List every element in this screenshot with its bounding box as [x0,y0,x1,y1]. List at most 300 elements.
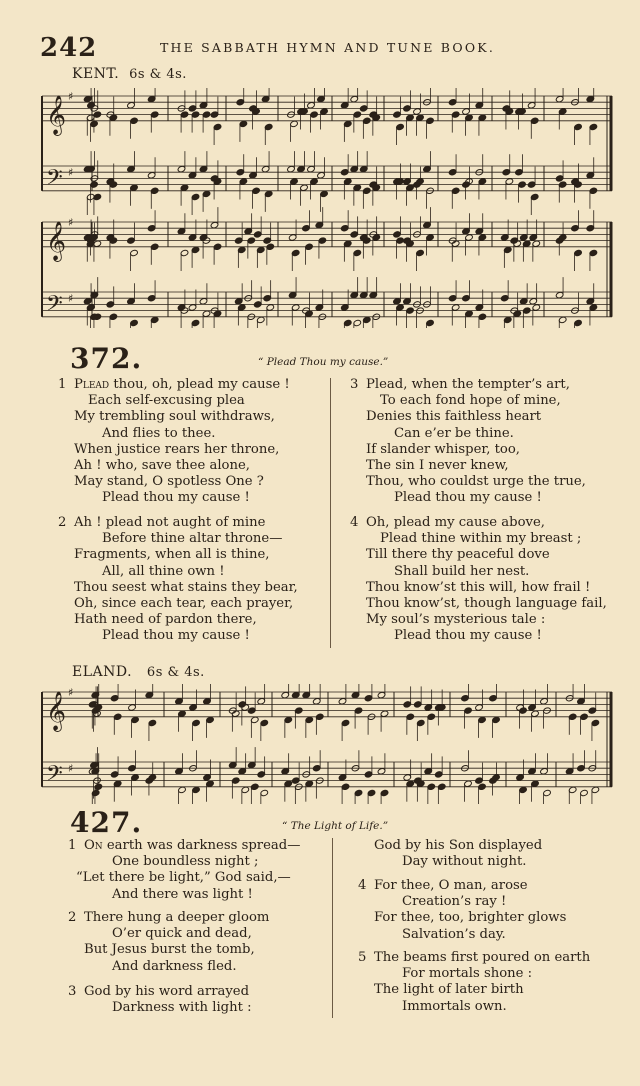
tune-meter: 6s & 4s. [146,665,205,680]
note-head [478,114,487,121]
column-divider [330,378,331,648]
note-head [150,243,159,250]
note-head [380,710,389,717]
note-head [206,716,215,723]
note-head [213,123,222,130]
note-head [127,102,136,109]
note-head [515,169,524,176]
note-head [505,178,514,185]
note-head [203,774,212,781]
note-head [150,111,159,118]
note-head [175,698,184,705]
note-head [528,704,537,711]
note-head [350,165,359,172]
note-head [364,695,373,702]
bass-clef: 𝄢 [46,165,63,196]
note-head [343,319,352,326]
stanza-number: 2 [58,515,67,530]
note-head [147,225,156,232]
stanza-line: Till there thy peaceful dove [366,547,550,563]
note-head [406,114,415,121]
note-head [426,319,435,326]
stanza-line: For thee, too, brighter glows [374,910,567,926]
note-head [90,120,99,127]
note-head [353,111,362,118]
note-head [500,295,509,302]
note-head [312,765,321,772]
note-head [202,190,211,197]
note-head [148,774,157,781]
note-head [192,786,201,793]
note-head [475,304,484,311]
note-head [478,313,487,320]
note-head [302,691,311,698]
stanza-427-5 [358,950,591,1015]
note-head [291,777,300,784]
note-head [478,178,487,185]
note-head [266,243,275,250]
stanza-line: Plead thou my cause ! [102,490,250,506]
eland-music-score [36,684,616,804]
note-head [343,120,352,127]
note-head [462,228,471,235]
stanza-first-word: Plead [74,377,110,392]
note-head [518,181,527,188]
note-head [353,249,362,256]
note-head [591,719,600,726]
note-head [291,249,300,256]
note-head [393,111,402,118]
note-head [188,304,197,311]
stanza-line: earth was darkness spread— [102,838,301,853]
key-signature-sharp: ♯ [68,762,74,775]
note-head [260,719,269,726]
note-head [250,716,259,723]
note-head [540,698,549,705]
note-head [568,713,577,720]
stanza-number: 1 [58,377,67,392]
note-head [252,187,261,194]
note-head [247,237,256,244]
note-head [110,695,119,702]
stanza-line: “Let there be light,” God said,— [76,870,291,886]
note-head [350,95,359,102]
running-title: THE SABBATH HYMN AND TUNE BOOK. [160,40,496,55]
note-head [288,291,297,298]
stanza-line: thou, oh, plead my cause ! [109,377,290,392]
note-head [241,786,250,793]
note-head [558,108,567,115]
note-head [189,704,198,711]
note-head [359,291,368,298]
hymn-number-372: 372. [70,342,143,375]
note-head [177,165,186,172]
note-head [312,698,321,705]
note-head [340,102,349,109]
stanza-line: God by his word arrayed [84,984,250,999]
note-head [359,105,368,112]
note-head [531,780,540,787]
note-head [416,719,425,726]
treble-clef: 𝄞 [46,220,67,261]
note-head [362,187,371,194]
note-head [236,99,245,106]
note-head [589,249,598,256]
note-head [350,291,359,298]
note-head [83,298,92,305]
stanza-line: Oh, since each tear, each prayer, [74,596,294,612]
note-head [416,114,425,121]
note-head [206,780,215,787]
hymn-number-427: 427. [70,806,143,839]
note-head [516,774,525,781]
note-head [406,780,415,787]
note-head [180,249,189,256]
note-head [543,789,552,796]
note-head [340,225,349,232]
note-head [113,780,122,787]
stanza-number: 3 [68,984,77,999]
stanza-372-1 [58,377,290,507]
note-head [250,783,259,790]
note-head [586,172,595,179]
treble-clef: 𝄞 [46,690,67,731]
stanza-line: One boundless night ; [112,854,259,870]
stanza-number: 5 [358,950,367,965]
note-head [131,716,140,723]
note-head [558,234,567,241]
note-head [253,301,262,308]
note-head [290,120,299,127]
tune-title-kent [72,66,187,82]
note-head [416,178,425,185]
stanza-line: But Jesus burst the tomb, [84,942,255,958]
note-head [305,310,314,317]
note-head [451,111,460,118]
note-head [239,120,248,127]
bass-clef: 𝄢 [46,291,63,322]
note-head [589,123,598,130]
note-head [568,786,577,793]
note-head [465,310,474,317]
note-head [210,221,219,228]
note-head [297,165,306,172]
hymn-epigraph-427: “ The Light of Life.” [282,820,389,832]
note-head [586,95,595,102]
stanza-line: The sin I never knew, [366,458,509,474]
note-head [291,304,300,311]
stanza-427-1 [68,838,301,903]
stanza-line: My soul’s mysterious tale : [366,612,546,628]
stanza-line: Plead, when the tempter’s art, [366,377,570,392]
note-head [340,169,349,176]
stanza-line: When justice rears her throne, [74,441,280,457]
note-head [341,719,350,726]
note-head [202,111,211,118]
stanza-line: Hath need of pardon there, [74,612,257,628]
note-head [465,234,474,241]
note-head [131,774,140,781]
note-head [393,231,402,238]
tune-title-eland [72,664,205,680]
note-head [261,95,270,102]
note-head [284,716,293,723]
note-head [464,707,473,714]
note-head [424,704,433,711]
note-head [284,780,293,787]
note-head [128,704,137,711]
note-head [264,123,273,130]
stanza-line: Day without night. [402,854,527,870]
note-head [362,316,371,323]
note-head [362,117,371,124]
note-head [448,295,457,302]
note-head [318,237,327,244]
note-head [191,319,200,326]
key-signature-sharp: ♯ [68,90,74,103]
stanza-line: There hung a deeper gloom [84,910,270,925]
note-head [413,701,422,708]
note-head [478,234,487,241]
note-head [434,771,443,778]
note-head [451,187,460,194]
stanza-line: Plead thou my cause ! [394,490,542,506]
page-number: 242 [40,33,98,63]
note-head [519,707,528,714]
note-head [264,190,273,197]
note-head [210,111,219,118]
stanza-number: 1 [68,838,77,853]
note-head [586,225,595,232]
note-head [403,774,412,781]
note-head [574,249,583,256]
note-head [353,319,362,326]
note-head [591,786,600,793]
note-head [403,701,412,708]
note-head [175,768,184,775]
note-head [148,719,157,726]
note-head [147,295,156,302]
note-head [427,713,436,720]
note-head [94,783,103,790]
note-head [266,304,275,311]
stanza-line: Creation’s ray ! [402,894,507,910]
note-head [503,316,512,323]
note-head [317,172,326,179]
note-head [475,777,484,784]
note-head [367,789,376,796]
note-head [489,695,498,702]
stanza-line: Plead thou my cause ! [102,628,250,644]
note-head [90,761,99,768]
stanza-427-3-continued [374,838,542,870]
note-head [180,184,189,191]
note-head [423,165,432,172]
note-head [396,304,405,311]
note-head [353,184,362,191]
note-head [369,291,378,298]
note-head [177,228,186,235]
note-head [188,172,197,179]
note-head [257,771,266,778]
note-head [522,240,531,247]
tune-meter: 6s & 4s. [129,67,187,82]
note-head [416,249,425,256]
stanza-372-3 [350,377,586,507]
stanza-line: Darkness with light : [112,1000,252,1016]
note-head [354,789,363,796]
note-head [150,187,159,194]
note-head [199,298,208,305]
note-head [338,774,347,781]
note-head [213,310,222,317]
note-head [565,768,574,775]
note-head [315,221,324,228]
note-head [109,114,118,121]
note-head [478,716,487,723]
stanza-line: My trembling soul withdraws, [74,409,275,425]
note-head [106,301,115,308]
note-head [359,165,368,172]
stanza-number: 4 [350,515,359,530]
note-head [191,246,200,253]
note-head [406,307,415,314]
note-head [396,123,405,130]
note-head [291,691,300,698]
note-head [531,710,540,717]
note-head [519,298,528,305]
note-head [147,95,156,102]
stanza-line: Plead thou my cause ! [394,628,542,644]
note-head [320,190,329,197]
stanza-number: 3 [350,377,359,392]
note-head [263,295,272,302]
note-head [127,165,136,172]
stanza-line: Shall build her nest. [394,563,530,579]
note-head [340,304,349,311]
note-head [307,102,316,109]
stanza-line: God by his Son displayed [374,838,543,853]
note-head [462,108,471,115]
note-head [461,695,470,702]
note-head [261,165,270,172]
note-head [191,111,200,118]
note-head [475,102,484,109]
note-head [341,783,350,790]
stanza-line: And flies to thee. [102,425,216,441]
tune-name: ELAND. [72,664,133,680]
note-head [310,111,319,118]
bass-clef: 𝄢 [46,761,63,792]
stanza-line: Ah ! plead not aught of mine [74,515,266,530]
note-head [475,704,484,711]
stanza-number: 2 [68,910,77,925]
note-head [83,95,92,102]
note-head [426,234,435,241]
note-head [113,713,122,720]
stanza-427-4 [358,878,567,943]
note-head [527,181,536,188]
note-head [465,114,474,121]
note-head [257,698,266,705]
note-head [448,169,457,176]
note-head [555,95,564,102]
note-head [462,295,471,302]
key-signature-sharp: ♯ [68,686,74,699]
hymn-epigraph-372: “ Plead Thou my cause.” [258,356,389,368]
note-head [90,181,99,188]
note-head [228,761,237,768]
note-head [256,316,265,323]
note-head [199,165,208,172]
note-head [558,316,567,323]
stanza-line: And darkness fled. [112,958,237,974]
note-head [351,691,360,698]
note-head [403,298,412,305]
note-head [393,298,402,305]
note-head [372,234,381,241]
stanza-line: Salvation’s day. [402,926,506,942]
note-head [350,231,359,238]
note-head [91,789,100,796]
treble-clef: 𝄞 [46,94,67,135]
note-head [380,789,389,796]
key-signature-sharp: ♯ [68,292,74,305]
stanza-line: Before thine altar throne— [102,531,283,547]
note-head [128,765,137,772]
note-head [519,786,528,793]
note-head [260,789,269,796]
note-head [236,169,245,176]
note-head [130,117,139,124]
note-head [558,181,567,188]
note-head [188,105,197,112]
note-head [237,246,246,253]
note-head [451,304,460,311]
stanza-line: And there was light ! [112,886,253,902]
note-head [413,108,422,115]
note-head [203,698,212,705]
note-head [555,175,564,182]
note-head [191,193,200,200]
stanza-line: Thou, who couldst urge the true, [366,474,586,490]
stanza-first-word: On [84,838,103,853]
note-head [281,691,290,698]
note-head [527,102,536,109]
note-head [145,691,154,698]
kent-music-score [36,88,616,328]
stanza-427-3 [68,984,252,1016]
stanza-line: Thou know’st, though language fail, [366,596,607,612]
column-divider [332,838,333,1018]
note-head [180,111,189,118]
note-head [87,102,96,109]
stanza-line: The beams first poured on earth [374,950,591,965]
note-head [290,178,299,185]
stanza-line: Thou seest what stains they bear, [74,579,298,595]
stanza-line: For thee, O man, arose [374,878,528,893]
stanza-372-2 [58,515,298,645]
note-head [178,786,187,793]
note-head [256,246,265,253]
note-head [406,713,415,720]
note-head [492,774,501,781]
note-head [127,298,136,305]
stanza-line: The light of later birth [374,982,524,998]
stanza-line: Fragments, when all is thine, [74,547,270,563]
note-head [500,234,509,241]
note-head [234,237,243,244]
